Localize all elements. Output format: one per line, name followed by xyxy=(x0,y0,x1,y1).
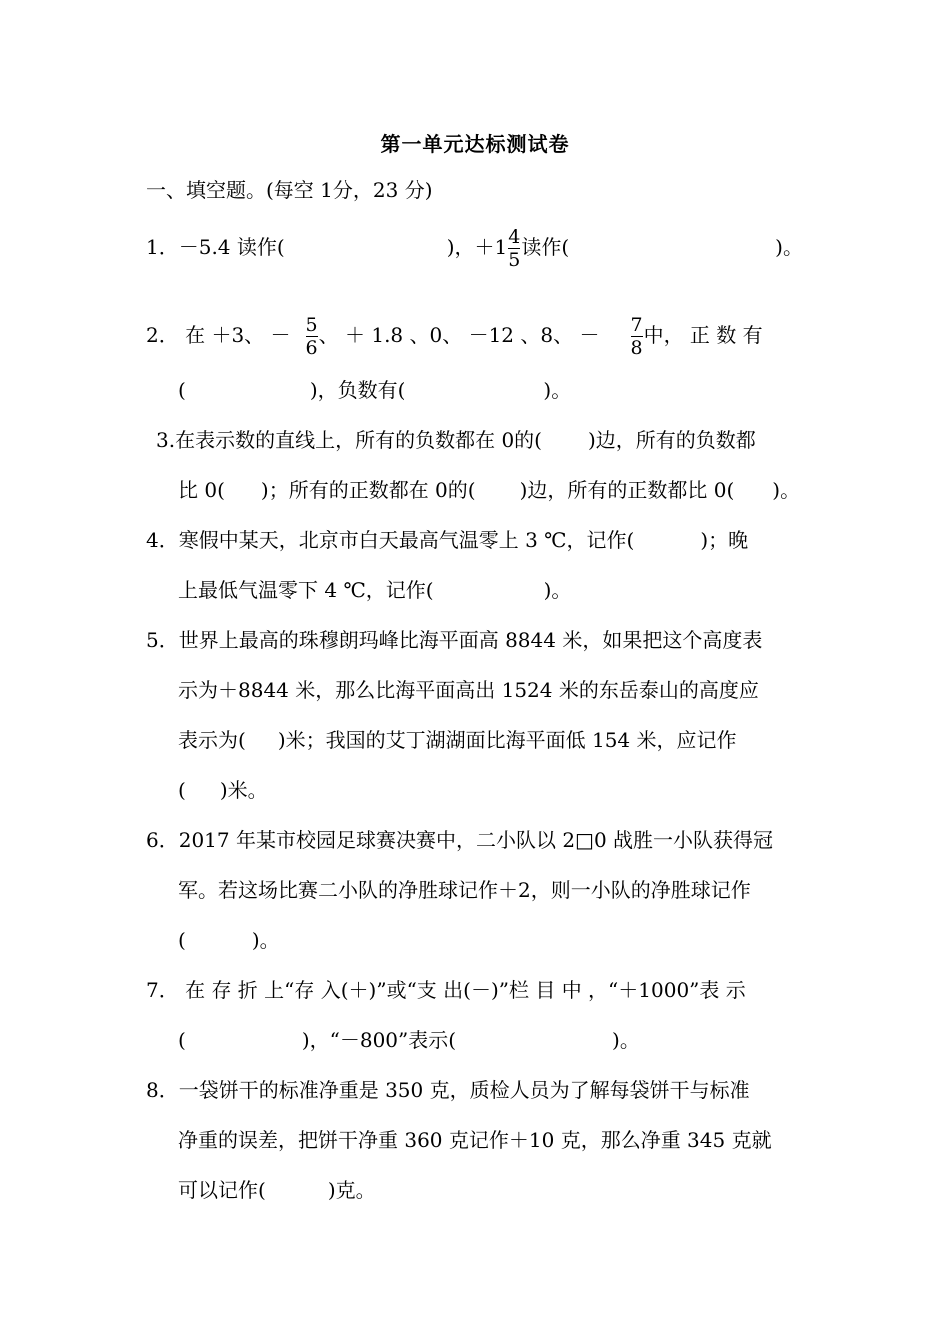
q3-text-l2a: 比 0( xyxy=(178,478,225,502)
fraction-numerator: 5 xyxy=(305,314,318,336)
paren-open: ( xyxy=(178,928,186,952)
q5-text-l4b: )米。 xyxy=(219,778,268,802)
q4-text-l1a: 4．寒假中某天，北京市白天最高气温零上 3 ℃，记作( xyxy=(146,528,635,552)
page-title: 第一单元达标测试卷 xyxy=(380,132,570,156)
q3-text-l1a: 3.在表示数的直线上，所有的负数都在 0的( xyxy=(156,428,542,452)
q7-text-l2b: )，“－800”表示( xyxy=(301,1028,457,1052)
q8-text-l3b: )克。 xyxy=(327,1178,376,1202)
question-6: 6．2017 年某市校园足球赛决赛中，二小队以 2□0 战胜一小队获得冠 xyxy=(146,828,774,852)
q5-text-l3a: 表示为( xyxy=(178,728,246,752)
q8-text-l3a: 可以记作( xyxy=(178,1178,266,1202)
question-2-line-2 xyxy=(178,376,571,404)
paren-open: ( xyxy=(178,778,186,802)
q2-text-c: 中， 正 数 有 xyxy=(643,323,763,347)
q2-text-line2b: )，负数有( xyxy=(309,378,406,402)
mixed-fraction xyxy=(508,226,520,271)
q7-text-l2c: )。 xyxy=(612,1028,640,1052)
question-6-line-3 xyxy=(178,926,280,954)
q1-text-a: 1．－5.4 读作( xyxy=(146,235,285,259)
q4-text-l2b: )。 xyxy=(543,578,572,602)
q5-text-l3b: )米；我国的艾丁湖湖面比海平面低 154 米，应记作 xyxy=(277,728,737,752)
paren-close: )。 xyxy=(543,378,572,402)
fraction-7-8 xyxy=(630,314,642,359)
question-8: 8．一袋饼干的标准净重是 350 克，质检人员为了解每袋饼干与标准 xyxy=(146,1078,750,1102)
question-5-line-3 xyxy=(178,726,737,754)
q4-text-l2a: 上最低气温零下 4 ℃，记作( xyxy=(178,578,434,602)
question-7: 7． 在 存 折 上“存 入(＋)”或“支 出(－)”栏 目 中 ，“＋1000”表 示 xyxy=(146,978,746,1002)
fraction-5-6 xyxy=(306,314,318,359)
q4-text-l1b: )；晚 xyxy=(700,528,749,552)
question-3-line-2 xyxy=(178,476,800,504)
section-heading: 一、填空题。(每空 1分，23 分) xyxy=(146,178,433,202)
q3-text-l2c: )边，所有的正数都比 0( xyxy=(519,478,735,502)
question-4-line-2 xyxy=(178,576,571,604)
question-5: 5．世界上最高的珠穆朗玛峰比海平面高 8844 米，如果把这个高度表 xyxy=(146,628,763,652)
question-6-line-2: 军。若这场比赛二小队的净胜球记作＋2，则一小队的净胜球记作 xyxy=(178,878,751,902)
question-2 xyxy=(146,314,763,359)
paren-open: ( xyxy=(178,378,186,402)
q1-text-c: 读作( xyxy=(521,235,570,259)
q1-text-b: )，＋1 xyxy=(446,235,508,259)
fraction-numerator: 7 xyxy=(630,314,643,336)
question-4 xyxy=(146,526,748,554)
q3-text-l2d: )。 xyxy=(772,478,801,502)
q3-text-l2b: )；所有的正数都在 0的( xyxy=(260,478,476,502)
q6-text-l3b: )。 xyxy=(251,928,280,952)
question-7-line-2 xyxy=(178,1026,640,1054)
q2-text-b: 、 ＋ 1.8 、0、 －12 、8、 － xyxy=(318,323,600,347)
fraction-numerator: 4 xyxy=(508,226,521,248)
fraction-denominator: 6 xyxy=(305,337,318,359)
q3-text-l1b: )边，所有的负数都 xyxy=(587,428,756,452)
q1-text-e: )。 xyxy=(775,235,803,259)
fraction-denominator: 8 xyxy=(630,337,643,359)
question-8-line-3 xyxy=(178,1176,376,1204)
question-5-line-4 xyxy=(178,776,268,804)
fraction-denominator: 5 xyxy=(508,249,521,271)
question-3 xyxy=(156,426,756,454)
q2-text-a: 2． 在 ＋3、 － xyxy=(146,323,291,347)
question-1 xyxy=(146,226,803,271)
question-8-line-2: 净重的误差，把饼干净重 360 克记作＋10 克，那么净重 345 克就 xyxy=(178,1128,772,1152)
paren-open: ( xyxy=(178,1028,186,1052)
question-5-line-2: 示为＋8844 米，那么比海平面高出 1524 米的东岳泰山的高度应 xyxy=(178,678,759,702)
